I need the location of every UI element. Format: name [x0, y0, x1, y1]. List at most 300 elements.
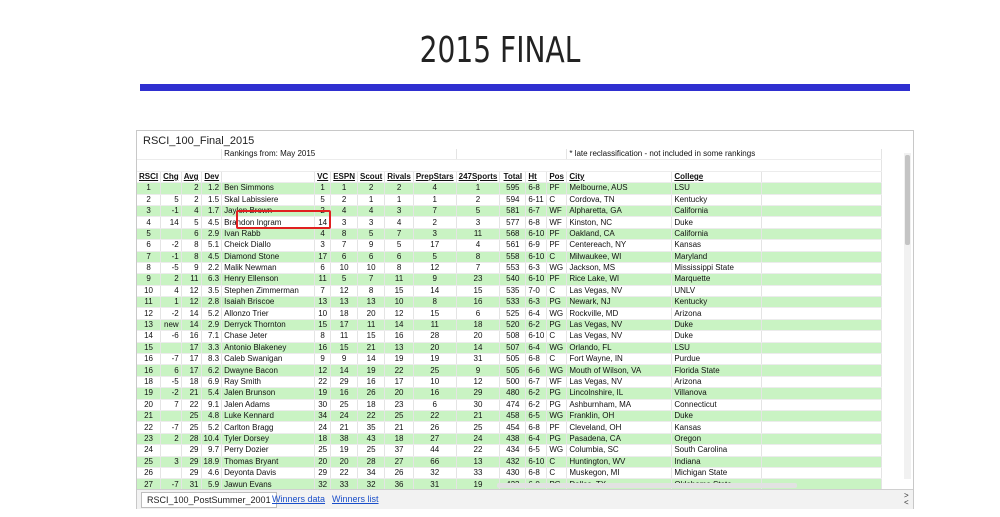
table-cell[interactable]: Antonio Blakeney [222, 342, 315, 353]
table-cell[interactable]: Las Vegas, NV [567, 376, 672, 387]
table-cell[interactable] [762, 194, 882, 205]
table-cell[interactable] [161, 445, 182, 456]
table-cell[interactable]: Malik Newman [222, 262, 315, 273]
table-cell[interactable]: 8 [331, 228, 358, 239]
table-cell[interactable]: Dwayne Bacon [222, 365, 315, 376]
table-cell[interactable]: 24 [315, 422, 331, 433]
table-cell[interactable]: PF [547, 274, 567, 285]
table-cell[interactable]: 27 [413, 433, 456, 444]
table-cell[interactable]: -2 [161, 388, 182, 399]
table-cell[interactable]: 6-2 [526, 319, 547, 330]
table-cell[interactable]: Milwaukee, WI [567, 251, 672, 262]
table-cell[interactable]: 3 [413, 228, 456, 239]
table-cell[interactable]: 18 [358, 399, 385, 410]
table-cell[interactable]: 27 [137, 479, 161, 490]
table-cell[interactable] [762, 319, 882, 330]
table-cell[interactable]: Jackson, MS [567, 262, 672, 273]
table-cell[interactable]: WF [547, 376, 567, 387]
table-cell[interactable]: Henry Ellenson [222, 274, 315, 285]
table-cell[interactable]: 5 [161, 194, 182, 205]
table-cell[interactable]: 25 [385, 410, 414, 421]
table-cell[interactable]: Scout [358, 171, 385, 182]
table-cell[interactable]: 533 [500, 297, 526, 308]
table-cell[interactable]: 25 [181, 422, 201, 433]
table-cell[interactable]: Mississippi State [672, 262, 762, 273]
table-cell[interactable]: -1 [161, 251, 182, 262]
table-cell[interactable]: 31 [413, 479, 456, 490]
table-cell[interactable]: California [672, 228, 762, 239]
table-cell[interactable]: 8 [315, 331, 331, 342]
table-cell[interactable]: 6.3 [201, 274, 222, 285]
tab-winners-data[interactable]: Winners data [272, 494, 326, 504]
table-cell[interactable] [762, 342, 882, 353]
table-cell[interactable]: 568 [500, 228, 526, 239]
table-cell[interactable]: 6-7 [526, 376, 547, 387]
table-cell[interactable] [762, 399, 882, 410]
table-cell[interactable]: 4.5 [201, 217, 222, 228]
table-cell[interactable]: 16 [315, 342, 331, 353]
table-cell[interactable]: 22 [331, 467, 358, 478]
table-cell[interactable]: 6 [358, 251, 385, 262]
table-cell[interactable]: Las Vegas, NV [567, 331, 672, 342]
table-cell[interactable] [762, 228, 882, 239]
table-cell[interactable]: 1.5 [201, 194, 222, 205]
table-cell[interactable]: 17 [181, 354, 201, 365]
table-cell[interactable]: 21 [181, 388, 201, 399]
table-cell[interactable] [762, 274, 882, 285]
table-cell[interactable]: C [547, 456, 567, 467]
table-cell[interactable]: 8.3 [201, 354, 222, 365]
table-cell[interactable]: 13 [315, 297, 331, 308]
table-cell[interactable]: PG [547, 388, 567, 399]
table-cell[interactable]: 7 [331, 240, 358, 251]
table-cell[interactable] [762, 376, 882, 387]
table-cell[interactable]: 9 [181, 262, 201, 273]
table-cell[interactable]: 26 [137, 467, 161, 478]
table-cell[interactable]: 6-8 [526, 422, 547, 433]
table-cell[interactable]: 558 [500, 251, 526, 262]
table-cell[interactable]: 8 [385, 262, 414, 273]
table-cell[interactable]: Jawun Evans [222, 479, 315, 490]
table-cell[interactable]: 28 [181, 433, 201, 444]
table-cell[interactable]: 553 [500, 262, 526, 273]
table-cell[interactable]: 44 [413, 445, 456, 456]
table-cell[interactable]: 14 [315, 217, 331, 228]
table-cell[interactable]: Centereach, NY [567, 240, 672, 251]
table-cell[interactable]: 35 [358, 422, 385, 433]
table-cell[interactable]: 2 [358, 183, 385, 194]
table-cell[interactable]: 17 [315, 251, 331, 262]
table-cell[interactable]: 6-10 [526, 274, 547, 285]
table-cell[interactable]: 22 [358, 410, 385, 421]
table-cell[interactable]: 454 [500, 422, 526, 433]
table-cell[interactable]: 6.2 [201, 365, 222, 376]
table-cell[interactable]: 6-6 [526, 365, 547, 376]
table-cell[interactable]: 20 [358, 308, 385, 319]
table-cell[interactable]: 6-10 [526, 331, 547, 342]
table-cell[interactable]: 10 [137, 285, 161, 296]
table-cell[interactable]: 18 [315, 433, 331, 444]
table-cell[interactable]: 5.2 [201, 422, 222, 433]
table-cell[interactable]: 37 [385, 445, 414, 456]
table-cell[interactable]: Columbia, SC [567, 445, 672, 456]
table-cell[interactable]: 30 [315, 399, 331, 410]
table-cell[interactable]: 17 [181, 342, 201, 353]
table-cell[interactable]: Rivals [385, 171, 414, 182]
table-cell[interactable]: 19 [137, 388, 161, 399]
table-cell[interactable]: Oakland, CA [567, 228, 672, 239]
table-cell[interactable] [762, 422, 882, 433]
table-cell[interactable]: 26 [385, 467, 414, 478]
table-cell[interactable]: 7 [161, 399, 182, 410]
table-cell[interactable]: 26 [358, 388, 385, 399]
table-cell[interactable]: 10.4 [201, 433, 222, 444]
table-cell[interactable]: 2 [413, 217, 456, 228]
table-cell[interactable]: Ivan Rabb [222, 228, 315, 239]
table-cell[interactable]: 29 [331, 376, 358, 387]
table-cell[interactable]: 2 [137, 194, 161, 205]
table-cell[interactable]: 17 [385, 376, 414, 387]
table-cell[interactable]: 24 [456, 433, 500, 444]
table-cell[interactable]: 18 [456, 319, 500, 330]
table-cell[interactable]: 27 [385, 456, 414, 467]
table-cell[interactable]: PG [547, 319, 567, 330]
table-cell[interactable]: Villanova [672, 388, 762, 399]
table-cell[interactable]: Oregon [672, 433, 762, 444]
table-cell[interactable] [762, 240, 882, 251]
table-cell[interactable]: 28 [413, 331, 456, 342]
table-cell[interactable]: 33 [331, 479, 358, 490]
table-cell[interactable]: -5 [161, 376, 182, 387]
table-cell[interactable]: 12 [137, 308, 161, 319]
table-cell[interactable]: Fort Wayne, IN [567, 354, 672, 365]
table-cell[interactable]: 14 [181, 319, 201, 330]
table-cell[interactable]: 16 [137, 354, 161, 365]
table-cell[interactable]: 20 [331, 456, 358, 467]
table-cell[interactable]: 24 [331, 410, 358, 421]
table-cell[interactable] [161, 410, 182, 421]
table-cell[interactable]: 6.9 [201, 376, 222, 387]
table-cell[interactable]: 23 [456, 274, 500, 285]
table-cell[interactable]: 9 [413, 274, 456, 285]
table-cell[interactable]: 14 [181, 308, 201, 319]
table-cell[interactable]: Kansas [672, 422, 762, 433]
table-cell[interactable]: Chase Jeter [222, 331, 315, 342]
table-cell[interactable]: 594 [500, 194, 526, 205]
table-cell[interactable]: Derryck Thornton [222, 319, 315, 330]
table-cell[interactable] [161, 342, 182, 353]
table-cell[interactable]: 10 [331, 262, 358, 273]
table-cell[interactable]: PF [547, 228, 567, 239]
table-cell[interactable]: Duke [672, 331, 762, 342]
table-cell[interactable]: 15 [137, 342, 161, 353]
table-cell[interactable]: Maryland [672, 251, 762, 262]
table-cell[interactable]: 29 [181, 456, 201, 467]
table-cell[interactable]: 29 [456, 388, 500, 399]
table-cell[interactable] [762, 262, 882, 273]
table-cell[interactable] [762, 308, 882, 319]
table-cell[interactable]: 6 [137, 240, 161, 251]
table-cell[interactable] [222, 171, 315, 182]
table-cell[interactable]: Cordova, TN [567, 194, 672, 205]
table-cell[interactable]: Huntington, WV [567, 456, 672, 467]
table-cell[interactable]: 1 [358, 194, 385, 205]
table-cell[interactable]: 432 [500, 456, 526, 467]
table-cell[interactable]: 17 [181, 365, 201, 376]
table-cell[interactable]: 525 [500, 308, 526, 319]
table-cell[interactable]: -1 [161, 205, 182, 216]
table-cell[interactable]: 6-5 [526, 445, 547, 456]
table-cell[interactable]: PG [547, 399, 567, 410]
table-cell[interactable]: 1.2 [201, 183, 222, 194]
table-cell[interactable]: C [547, 331, 567, 342]
table-cell[interactable]: 17 [331, 319, 358, 330]
table-cell[interactable]: Pos [547, 171, 567, 182]
table-cell[interactable]: WG [547, 308, 567, 319]
table-cell[interactable]: C [547, 194, 567, 205]
table-cell[interactable]: Jaylen Brown [222, 205, 315, 216]
table-cell[interactable]: 6-2 [526, 399, 547, 410]
table-cell[interactable]: 11 [358, 319, 385, 330]
table-cell[interactable]: 6-7 [526, 205, 547, 216]
table-cell[interactable]: 1 [331, 183, 358, 194]
table-cell[interactable]: LSU [672, 342, 762, 353]
table-cell[interactable]: 7 [456, 262, 500, 273]
table-cell[interactable]: 20 [385, 388, 414, 399]
table-cell[interactable]: 18 [137, 376, 161, 387]
table-cell[interactable]: 24 [137, 445, 161, 456]
table-cell[interactable]: 36 [385, 479, 414, 490]
table-cell[interactable]: 6 [315, 262, 331, 273]
table-cell[interactable]: Kinston, NC [567, 217, 672, 228]
table-cell[interactable]: 508 [500, 331, 526, 342]
table-cell[interactable]: Ray Smith [222, 376, 315, 387]
table-cell[interactable]: 15 [413, 308, 456, 319]
table-cell[interactable]: RSCI [137, 171, 161, 182]
table-cell[interactable]: 1 [315, 183, 331, 194]
table-cell[interactable]: 32 [358, 479, 385, 490]
table-cell[interactable]: Isaiah Briscoe [222, 297, 315, 308]
table-cell[interactable]: Carlton Bragg [222, 422, 315, 433]
table-cell[interactable]: 5 [181, 217, 201, 228]
table-cell[interactable]: Dev [201, 171, 222, 182]
table-cell[interactable]: 21 [137, 410, 161, 421]
table-cell[interactable]: 13 [456, 456, 500, 467]
table-cell[interactable]: Chg [161, 171, 182, 182]
table-cell[interactable]: 19 [385, 354, 414, 365]
table-cell[interactable]: 2 [181, 194, 201, 205]
table-cell[interactable]: Kentucky [672, 194, 762, 205]
table-cell[interactable]: C [547, 354, 567, 365]
table-cell[interactable]: Cleveland, OH [567, 422, 672, 433]
table-cell[interactable]: Stephen Zimmerman [222, 285, 315, 296]
table-cell[interactable]: Total [500, 171, 526, 182]
table-cell[interactable]: 10 [413, 376, 456, 387]
table-cell[interactable]: 6 [385, 251, 414, 262]
table-cell[interactable]: 7 [413, 205, 456, 216]
table-cell[interactable]: 18 [385, 433, 414, 444]
table-cell[interactable]: 6-11 [526, 194, 547, 205]
table-cell[interactable]: PG [547, 297, 567, 308]
table-cell[interactable]: Pasadena, CA [567, 433, 672, 444]
table-cell[interactable]: 3 [385, 205, 414, 216]
table-cell[interactable]: 6-10 [526, 251, 547, 262]
table-cell[interactable]: 6-9 [526, 240, 547, 251]
table-cell[interactable]: 3 [161, 456, 182, 467]
table-cell[interactable]: 22 [315, 376, 331, 387]
table-cell[interactable]: 12 [315, 365, 331, 376]
table-cell[interactable]: -2 [161, 308, 182, 319]
table-cell[interactable]: 1 [456, 183, 500, 194]
table-cell[interactable]: Michigan State [672, 467, 762, 478]
table-cell[interactable]: 595 [500, 183, 526, 194]
table-cell[interactable]: 29 [181, 445, 201, 456]
table-cell[interactable]: 9 [137, 274, 161, 285]
table-cell[interactable]: 23 [137, 433, 161, 444]
table-cell[interactable]: 21 [385, 422, 414, 433]
table-cell[interactable]: -7 [161, 354, 182, 365]
table-cell[interactable]: 9.1 [201, 399, 222, 410]
table-cell[interactable] [762, 205, 882, 216]
table-cell[interactable]: 581 [500, 205, 526, 216]
table-cell[interactable]: 8 [181, 251, 201, 262]
table-cell[interactable]: 1 [413, 194, 456, 205]
table-cell[interactable]: 5.2 [201, 308, 222, 319]
table-cell[interactable]: 1 [385, 194, 414, 205]
table-cell[interactable]: 10 [385, 297, 414, 308]
table-cell[interactable]: 6-10 [526, 456, 547, 467]
table-cell[interactable]: -7 [161, 422, 182, 433]
table-cell[interactable]: 25 [456, 422, 500, 433]
table-cell[interactable]: Florida State [672, 365, 762, 376]
table-cell[interactable]: 2 [385, 183, 414, 194]
table-cell[interactable]: 474 [500, 399, 526, 410]
table-cell[interactable]: 18 [181, 376, 201, 387]
table-cell[interactable]: 11 [413, 319, 456, 330]
table-cell[interactable]: 16 [413, 388, 456, 399]
table-cell[interactable]: 12 [456, 376, 500, 387]
table-cell[interactable]: 6 [181, 228, 201, 239]
table-cell[interactable]: 22 [413, 410, 456, 421]
table-cell[interactable]: 1 [161, 297, 182, 308]
table-cell[interactable]: 5.1 [201, 240, 222, 251]
table-cell[interactable]: PG [547, 433, 567, 444]
table-cell[interactable] [762, 217, 882, 228]
table-cell[interactable]: California [672, 205, 762, 216]
table-cell[interactable]: Deyonta Davis [222, 467, 315, 478]
table-cell[interactable]: 26 [413, 422, 456, 433]
vertical-scrollbar[interactable] [904, 153, 911, 479]
table-cell[interactable]: 4 [331, 205, 358, 216]
table-cell[interactable]: Jalen Adams [222, 399, 315, 410]
table-cell[interactable]: 6-4 [526, 342, 547, 353]
table-cell[interactable]: 16 [385, 331, 414, 342]
table-cell[interactable]: Rice Lake, WI [567, 274, 672, 285]
table-cell[interactable]: 520 [500, 319, 526, 330]
table-cell[interactable]: South Carolina [672, 445, 762, 456]
table-cell[interactable]: Marquette [672, 274, 762, 285]
table-cell[interactable]: 11 [137, 297, 161, 308]
table-cell[interactable]: Brandon Ingram [222, 217, 315, 228]
table-cell[interactable]: 6-3 [526, 262, 547, 273]
table-cell[interactable]: 5 [331, 274, 358, 285]
table-cell[interactable]: Kentucky [672, 297, 762, 308]
table-cell[interactable]: 16 [456, 297, 500, 308]
table-cell[interactable]: 3 [331, 217, 358, 228]
table-cell[interactable]: PF [547, 183, 567, 194]
table-cell[interactable]: 7 [385, 228, 414, 239]
table-cell[interactable]: 43 [358, 433, 385, 444]
table-cell[interactable]: Thomas Bryant [222, 456, 315, 467]
table-cell[interactable]: 3.5 [201, 285, 222, 296]
table-cell[interactable]: VC [315, 171, 331, 182]
table-cell[interactable]: 6-8 [526, 183, 547, 194]
table-cell[interactable]: 1.7 [201, 205, 222, 216]
table-cell[interactable]: Melbourne, AUS [567, 183, 672, 194]
table-cell[interactable]: 11 [331, 331, 358, 342]
table-cell[interactable]: 3 [137, 205, 161, 216]
table-cell[interactable]: 5.9 [201, 479, 222, 490]
table-cell[interactable]: 2 [315, 205, 331, 216]
table-cell[interactable]: Duke [672, 319, 762, 330]
table-cell[interactable]: -7 [161, 479, 182, 490]
table-cell[interactable]: 19 [413, 354, 456, 365]
table-cell[interactable]: 480 [500, 388, 526, 399]
table-cell[interactable]: 16 [331, 388, 358, 399]
table-cell[interactable]: C [547, 251, 567, 262]
table-cell[interactable]: 38 [331, 433, 358, 444]
table-cell[interactable]: -5 [161, 262, 182, 273]
table-cell[interactable]: 25 [358, 445, 385, 456]
table-cell[interactable]: Ashburnham, MA [567, 399, 672, 410]
table-cell[interactable]: 31 [181, 479, 201, 490]
table-cell[interactable]: 2 [161, 274, 182, 285]
table-cell[interactable] [762, 410, 882, 421]
table-cell[interactable]: Lincolnshire, IL [567, 388, 672, 399]
table-cell[interactable]: Ben Simmons [222, 183, 315, 194]
table-cell[interactable]: Mouth of Wilson, VA [567, 365, 672, 376]
table-cell[interactable] [161, 228, 182, 239]
table-cell[interactable]: 500 [500, 376, 526, 387]
table-cell[interactable]: 31 [456, 354, 500, 365]
table-cell[interactable]: 6 [413, 399, 456, 410]
table-cell[interactable] [762, 365, 882, 376]
table-cell[interactable]: 5 [137, 228, 161, 239]
table-cell[interactable]: 4.5 [201, 251, 222, 262]
table-cell[interactable]: 21 [358, 342, 385, 353]
table-cell[interactable] [762, 456, 882, 467]
tab-postsummer[interactable]: RSCI_100_PostSummer_2001 [141, 492, 277, 508]
table-cell[interactable]: 3 [315, 240, 331, 251]
table-cell[interactable]: C [547, 285, 567, 296]
table-cell[interactable]: 16 [181, 331, 201, 342]
table-cell[interactable] [762, 354, 882, 365]
table-cell[interactable]: 32 [315, 479, 331, 490]
table-cell[interactable]: Las Vegas, NV [567, 319, 672, 330]
table-cell[interactable]: 20 [456, 331, 500, 342]
table-cell[interactable]: Alpharetta, GA [567, 205, 672, 216]
table-cell[interactable]: Caleb Swanigan [222, 354, 315, 365]
table-cell[interactable] [762, 331, 882, 342]
table-cell[interactable]: 5 [385, 240, 414, 251]
table-cell[interactable]: 6-8 [526, 467, 547, 478]
table-cell[interactable]: 21 [456, 410, 500, 421]
table-cell[interactable]: 12 [181, 297, 201, 308]
table-cell[interactable]: 4 [385, 217, 414, 228]
table-cell[interactable]: Newark, NJ [567, 297, 672, 308]
table-cell[interactable]: 14 [385, 319, 414, 330]
table-cell[interactable]: 4.6 [201, 467, 222, 478]
